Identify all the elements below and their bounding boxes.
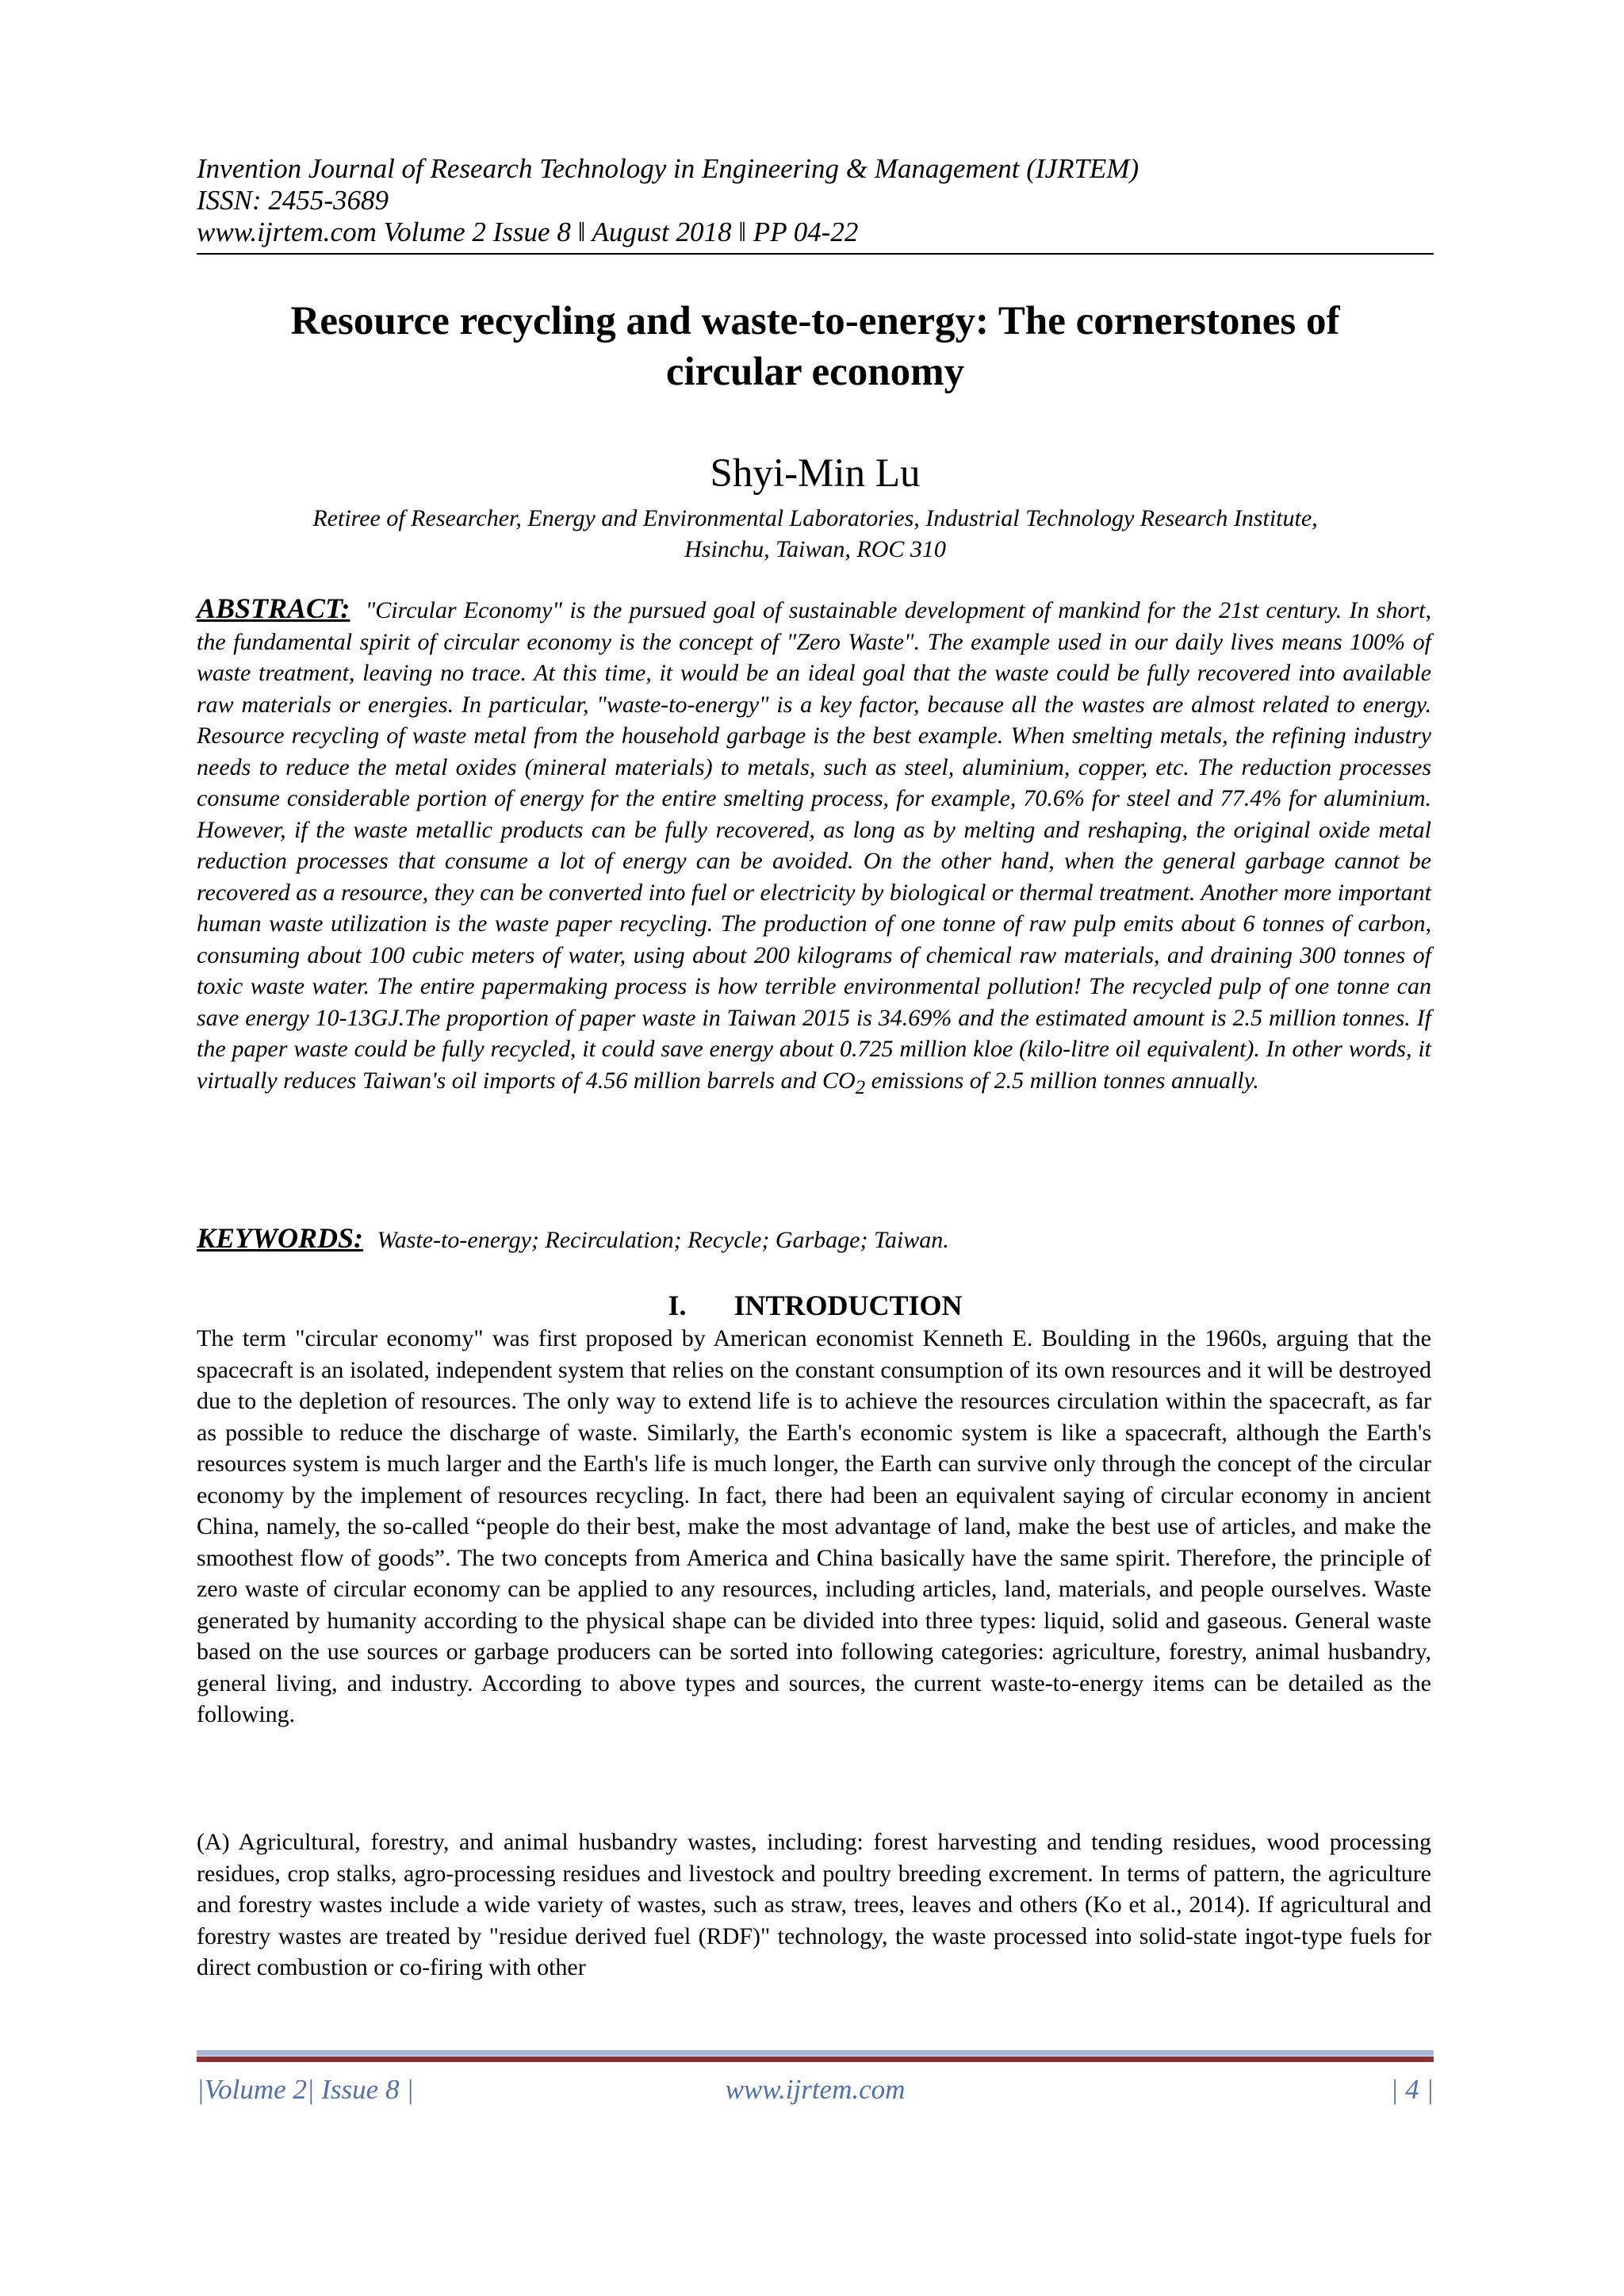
- author-name: Shyi-Min Lu: [710, 451, 921, 496]
- section-heading-introduction: [197, 1289, 1434, 1322]
- abstract: [197, 593, 1431, 1103]
- section-title: INTRODUCTION: [733, 1290, 963, 1321]
- footer-rule-red: [197, 2056, 1434, 2062]
- footer-page-number: | 4 |: [1390, 2074, 1434, 2105]
- abstract-subscript: 2: [855, 1076, 866, 1098]
- journal-issn: ISSN: 2455-3689: [197, 185, 389, 216]
- journal-volume-line: www.ijrtem.com Volume 2 Issue 8 ǁ August 2018 ǁ PP 04-22: [197, 217, 859, 247]
- abstract-text-end: emissions of 2.5 million tonnes annually.: [865, 1067, 1259, 1094]
- section-number: I.: [668, 1290, 687, 1321]
- paper-title: [197, 296, 1434, 397]
- journal-header: [197, 153, 1434, 255]
- keywords-text: Waste-to-energy; Recirculation; Recycle; Garbage; Taiwan.: [377, 1227, 949, 1253]
- footer-rule-blue: [197, 2050, 1434, 2056]
- abstract-label: ABSTRACT:: [197, 592, 350, 624]
- page-footer: [197, 2072, 1434, 2107]
- journal-name: Invention Journal of Research Technology in Engineering & Management (IJRTEM): [197, 153, 1139, 184]
- footer-website-link[interactable]: www.ijrtem.com: [725, 2074, 906, 2105]
- abstract-text: "Circular Economy" is the pursued goal of sustainable development of mankind for the 21st century. In short, the fundamental spirit of circular economy is the concept of "Zero Waste". The example used in our daily lives means 100% of waste treatment, leaving no trace. At this time, it would be an ideal goal that the waste could be fully recovered into available raw materials or energies. In particular, "waste-to-energy" is a key factor, because all the wastes are almost related to energy. Resource recycling of waste metal from the household garbage is the best example. When smelting metals, the refining industry needs to reduce the metal oxides (mineral materials) to metals, such as steel, aluminium, copper, etc. The reduction processes consume considerable portion of energy for the entire smelting process, for example, 70.6% for steel and 77.4% for aluminium. However, if the waste metallic products can be fully recovered, as long as by melting and reshaping, the original oxide metal reduction processes that consume a lot of energy can be avoided. On the other hand, when the general garbage cannot be recovered as a resource, they can be converted into fuel or electricity by biological or thermal treatment. Another more important human waste utilization is the waste paper recycling. The production of one tonne of raw pulp emits about 6 tonnes of carbon, consuming about 100 cubic meters of water, using about 200 kilograms of chemical raw materials, and draining 300 tonnes of toxic waste water. The entire papermaking process is how terrible environmental pollution! The recycled pulp of one tonne can save energy 10-13GJ.The proportion of paper waste in Taiwan 2015 is 34.69% and the estimated amount is 2.5 million tonnes. If the paper waste could be fully recycled, it could save energy about 0.725 million kloe (kilo-litre oil equivalent). In other words, it virtually reduces Taiwan's oil imports of 4.56 million barrels and CO: [197, 597, 1431, 1094]
- keywords-label: KEYWORDS:: [197, 1222, 364, 1254]
- affiliation-line-2: Hsinchu, Taiwan, ROC 310: [684, 536, 946, 562]
- intro-paragraph-1: The term "circular economy" was first proposed by American economist Kenneth E. Boulding in the 1960s, arguing that the spacecraft is an isolated, independent system that relies on the constant consumption of its own resources and it will be destroyed due to the depletion of resources. The only way to extend life is to achieve the resources circulation within the spacecraft, as far as possible to reduce the discharge of waste. Similarly, the Earth's economic system is like a spacecraft, although the Earth's resources system is much larger and the Earth's life is much longer, the Earth can survive only through the concept of the circular economy by the implement of resources recycling. In fact, there had been an equivalent saying of circular economy in ancient China, namely, the so-called “people do their best, make the most advantage of land, make the best use of articles, and make the smoothest flow of goods”. The two concepts from America and China basically have the same spirit. Therefore, the principle of zero waste of circular economy can be applied to any resources, including articles, land, materials, and people ourselves. Waste generated by humanity according to the physical shape can be divided into three types: liquid, solid and gaseous. General waste based on the use sources or garbage producers can be sorted into following categories: agriculture, forestry, animal husbandry, general living, and industry. According to above types and sources, the current waste-to-energy items can be detailed as the following.: [197, 1325, 1431, 1727]
- footer-volume-issue: |Volume 2| Issue 8 |: [197, 2074, 414, 2105]
- author-affiliation: [197, 503, 1434, 565]
- keywords: [197, 1222, 1431, 1256]
- paper-title-line-2: circular economy: [665, 350, 965, 394]
- intro-paragraph-2: (A) Agricultural, forestry, and animal husbandry wastes, including: forest harvesting and tending residues, wood processing residues, crop stalks, agro-processing residues and livestock and poultry breeding excrement. In terms of pattern, the agriculture and forestry wastes include a wide variety of wastes, such as straw, trees, leaves and others (Ko et al., 2014). If agricultural and forestry wastes are treated by "residue derived fuel (RDF)" technology, the waste processed into solid-state ingot-type fuels for direct combustion or co-firing with other: [197, 1829, 1431, 1980]
- paper-title-line-1: Resource recycling and waste-to-energy: The cornerstones of: [290, 299, 1340, 343]
- affiliation-line-1: Retiree of Researcher, Energy and Environmental Laboratories, Industrial Technology Research Institute,: [312, 505, 1318, 531]
